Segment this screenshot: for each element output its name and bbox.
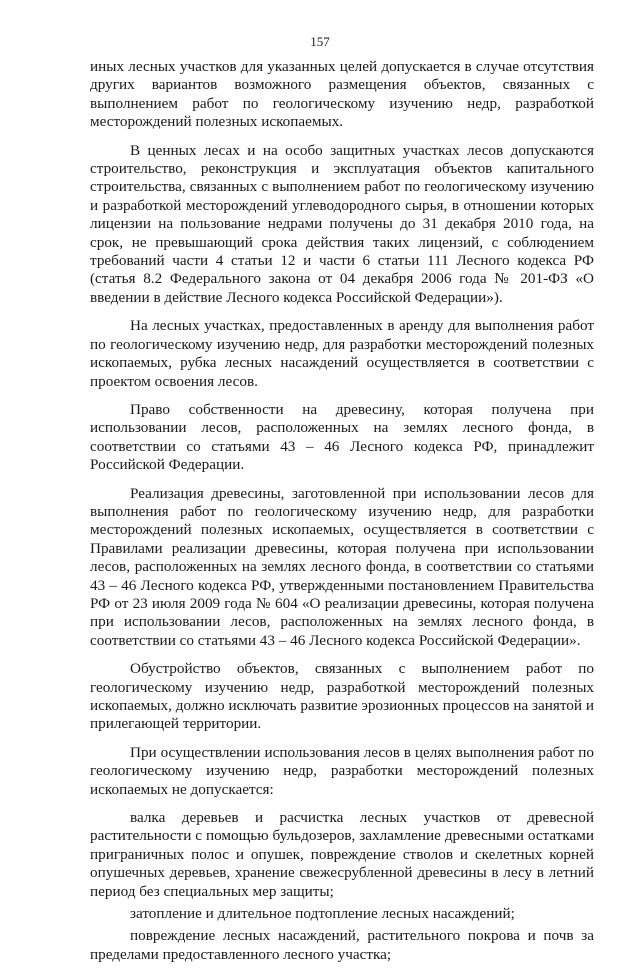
paragraph-timber-sale: Реализация древесины, заготовленной при использовании лесов для выполнения работ по геологическому изучению недр, для разработки месторождений полезных ископаемых, осуществляется в соответствии с Правилами реализации древесины, которая получена при использовании лесов, расположенных на землях лесного фонда, в соответствии со статьями 43 – 46 Лесного кодекса РФ, утвержденными постановлением Правительства РФ от 23 июля 2009 года № 604 «О реализации древесины, которая получена при использовании лесов, расположенных на землях лесного фонда, в соответствии со статьями 43 – 46 Лесного кодекса Российской Федерации». [90,484,594,649]
paragraph-facility-arrangement: Обустройство объектов, связанных с выполнением работ по геологическому изучению недр, разработкой месторождений полезных ископаемых, должно исключать развитие эрозионных процессов на занятой и прилегающей территории. [90,660,594,733]
paragraph-timber-ownership: Право собственности на древесину, которая получена при использовании лесов, расположенных на землях лесного фонда, в соответствии со статьями 43 – 46 Лесного кодекса РФ, принадлежит Российской Федерации. [90,400,594,474]
paragraph-continuation: иных лесных участков для указанных целей допускается в случае отсутствия других вариантов возможного размещения объектов, связанных с выполнением работ по геологическому изучению недр, разработкой месторождений полезных ископаемых. [90,58,594,131]
paragraph-valuable-forests: В ценных лесах и на особо защитных участках лесов допускаются строительство, реконструкция и эксплуатация объектов капитального строительства, связанных с выполнением работ по геологическому изучению и разработкой месторождений углеводородного сырья, в отношении которых лицензии на пользование недрами получены до 31 декабря 2010 года, на срок, не превышающий срока действия таких лицензий, с соблюдением требований части 4 статьи 12 и части 6 статьи 111 Лесного кодекса РФ (статья 8.2 Федерального закона от 04 декабря 2006 года № 201-ФЗ «О введении в действие Лесного кодекса Российской Федерации»). [90,141,594,306]
page-number: 157 [310,34,330,49]
list-item: затопление и длительное подтопление лесных насаждений; [130,905,515,923]
paragraph-leased-plots: На лесных участках, предоставленных в аренду для выполнения работ по геологическому изучению недр, для разработки месторождений полезных ископаемых, рубка лесных насаждений осуществляется в соответствии с проектом освоения лесов. [90,317,594,390]
paragraph-prohibitions-intro: При осуществлении использования лесов в целях выполнения работ по геологическому изучению недр, разработки месторождений полезных ископаемых не допускается: [90,743,594,798]
document-body [90,58,594,968]
list-item: повреждение лесных насаждений, растительного покрова и почв за пределами предоставленного лесного участка; [90,927,594,963]
list-item: валка деревьев и расчистка лесных участков от древесной растительности с помощью бульдозеров, захламление древесными остатками приграничных полос и опушек, повреждение стволов и скелетных корней опушечных деревьев, хранение свежесрубленной древесины в лесу в летний период без специальных мер защиты; [90,809,594,900]
